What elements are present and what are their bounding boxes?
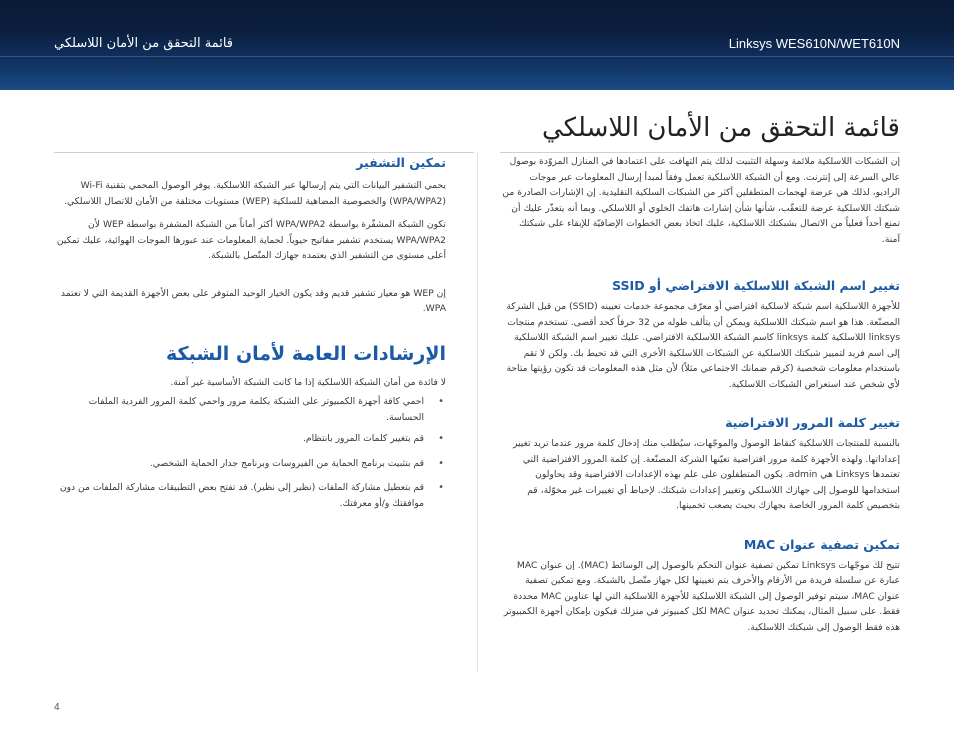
- right-column-rule: [500, 152, 900, 153]
- page-number: 4: [54, 702, 60, 713]
- encryption-paragraph-1: يحمي التشفير البيانات التي يتم إرسالها عبر الشبكة اللاسلكية. يوفر الوصول المحمي بتقنية Wi-Fi ‏(WPA/WPA2) والخصوصية المضاهية للسلكية (WEP) مستويات مختلفة من الأمان للاتصال اللاسلكي.: [64, 180, 446, 207]
- password-heading: تغيير كلمة المرور الافتراضية: [725, 415, 900, 430]
- guideline-text: احمي كافة أجهزة الكمبيوتر على الشبكة بكلمة مرور واحمي كلمة المرور الفردية الملفات الحساسة.: [88, 396, 424, 423]
- ssid-paragraph: للأجهزة اللاسلكية اسم شبكة لاسلكية افتراضي أو معرّف مجموعة خدمات تعيينه (SSID) من قبل الشركة المصنّعة. هذا هو اسم شبكتك اللاسلكية ويمكن أن يتألف طوله من 32 حرفاً كحد أقصى. تستخدم منتجات linksys اللاسلكية كلمة linksys كاسم الشبكة اللاسلكية الافتراضي. عليك تغيير اسم الشبكة اللاسلكية إلى اسم فريد لتمييز شبكتك اللاسلكية عن الشبكات اللاسلكية الأخرى التي قد تحيط بك. ولكن لا تقم باستخدام معلومات شخصية (كرقم ضمانك الاجتماعي مثلاً) لأن مثل هذه المعلومات قد تكون رؤيتها متاحة لأي شخص عند استعراض الشبكات اللاسلكية.: [506, 301, 900, 390]
- bullet-icon: •: [438, 457, 444, 469]
- right-column: [500, 154, 900, 635]
- ssid-heading: تغيير اسم الشبكة اللاسلكية الافتراضي أو SSID: [612, 278, 900, 293]
- guideline-text: قم بتثبيت برنامج الحماية من الفيروسات وبرنامج جدار الحماية الشخصي.: [149, 457, 424, 469]
- encryption-paragraph-2: تكون الشبكة المشفّرة بواسطة WPA/WPA2 أكثر أماناً من الشبكة المشفرة بواسطة WEP لأن WPA/WPA2 يستخدم تشفير مفاتيح حيوياً. لحماية المعلومات عند عبورها الموجات الهوائية، عليك تمكين أعلى مستوى من التشفير الذي يعتمده جهازك المتّصل بالشبكة.: [56, 219, 446, 261]
- header-bar: [0, 0, 954, 90]
- mac-paragraph: تتيح لك موجّهات Linksys تمكين تصفية عنوان التحكم بالوصول إلى الوسائط (MAC). إن عنوان MAC عبارة عن سلسلة فريدة من الأرقام والأحرف يتم تعيينها لكل جهاز متّصل بالشبكة. ومع تمكين تصفية عنوان MAC، سيتم توفير الوصول إلى الشبكة اللاسلكية للأجهزة اللاسلكية التي لها عناوين MAC محددة فقط. على سبيل المثال، يمكنك تحديد عنوان MAC لكل كمبيوتر في منزلك فيكون بإمكان أجهزة الكمبيوتر هذه فقط الوصول إلى شبكتك اللاسلكية.: [503, 559, 900, 633]
- password-paragraph: بالنسبة للمنتجات اللاسلكية كنقاط الوصول والموجّهات، سيُطلب منك إدخال كلمة مرور عندما تريد تغيير إعداداتها. ولهذه الأجهزة كلمة مرور افتراضية تعيّنها الشركة المصنّعة. إن كلمة المرور الافتراضية التي تعتمدها Linksys هي admin. يكون المتطفلون على علم بهذه الإعدادات الافتراضية وقد يحاولون استخدامها للوصول إلى جهازك اللاسلكي وتغيير إعدادات شبكتك. لإحباط أي تغييرات غير مخوّلة، قم بتخصيص كلمة المرور الخاصة بجهازك بحيث يصعب تخمينها.: [512, 438, 900, 511]
- bullet-icon: •: [438, 482, 444, 493]
- guideline-item: [54, 456, 444, 472]
- encryption-paragraph-3: إن WEP هو معيار تشفير قديم وقد يكون الخيار الوحيد المتوفر على بعض الأجهزة القديمة التي لا تعتمد WPA.: [60, 287, 446, 314]
- left-column: [54, 154, 446, 511]
- guideline-text: قم بتعطيل مشاركة الملفات (نظير إلى نظير). قد تفتح بعض التطبيقات مشاركة الملفات من دون موافقتك و/أو معرفتك.: [59, 482, 424, 509]
- header-product-name: Linksys WES610N/WET610N: [728, 36, 900, 51]
- bullet-icon: •: [438, 433, 444, 444]
- header-section-title: قائمة التحقق من الأمان اللاسلكي: [54, 36, 234, 51]
- guideline-item: [54, 480, 444, 511]
- guideline-item: [54, 431, 444, 447]
- intro-paragraph: إن الشبكات اللاسلكية ملائمة وسهلة التثبيت لذلك يتم التهافت على اعتمادها في المنازل المزوّدة بوصول عالي السرعة إلى إنترنت. ومع أن الشبكة اللاسلكية تعمل وفقاً لمبدأ إرسال المعلومات عبر موجات الراديو، لذلك هي عرضة لهجمات المتطفلين أكثر من الشبكات السلكية التقليدية. إن الإشارات الصادرة من شبكتك اللاسلكية عرضة للتعقّب، شأنها شأن إشارات هاتفك الخلوي أو اللاسلكي. وبما أنه يتعذّر عليك أن تمنع أحداً فعلياً من الاتصال بشبكتك اللاسلكية، عليك اتخاذ بعض الخطوات الإضافيّة للإبقاء على شبكتك آمنة.: [502, 156, 900, 245]
- left-column-rule: [54, 152, 474, 153]
- guideline-text: قم بتغيير كلمات المرور بانتظام.: [303, 433, 424, 444]
- guidelines-intro: لا فائدة من أمان الشبكة اللاسلكية إذا ما كانت الشبكة الأساسية غير آمنة.: [170, 376, 446, 388]
- header-divider: [0, 56, 954, 57]
- bullet-icon: •: [438, 396, 444, 407]
- encryption-heading: تمكين التشفير: [356, 155, 446, 170]
- page-title: قائمة التحقق من الأمان اللاسلكي: [541, 113, 900, 144]
- guidelines-heading: الإرشادات العامة لأمان الشبكة: [166, 342, 446, 365]
- mac-heading: تمكين تصفية عنوان MAC: [743, 536, 900, 552]
- guideline-item: [54, 394, 444, 425]
- guidelines-list: [54, 394, 446, 511]
- column-divider: [477, 152, 478, 672]
